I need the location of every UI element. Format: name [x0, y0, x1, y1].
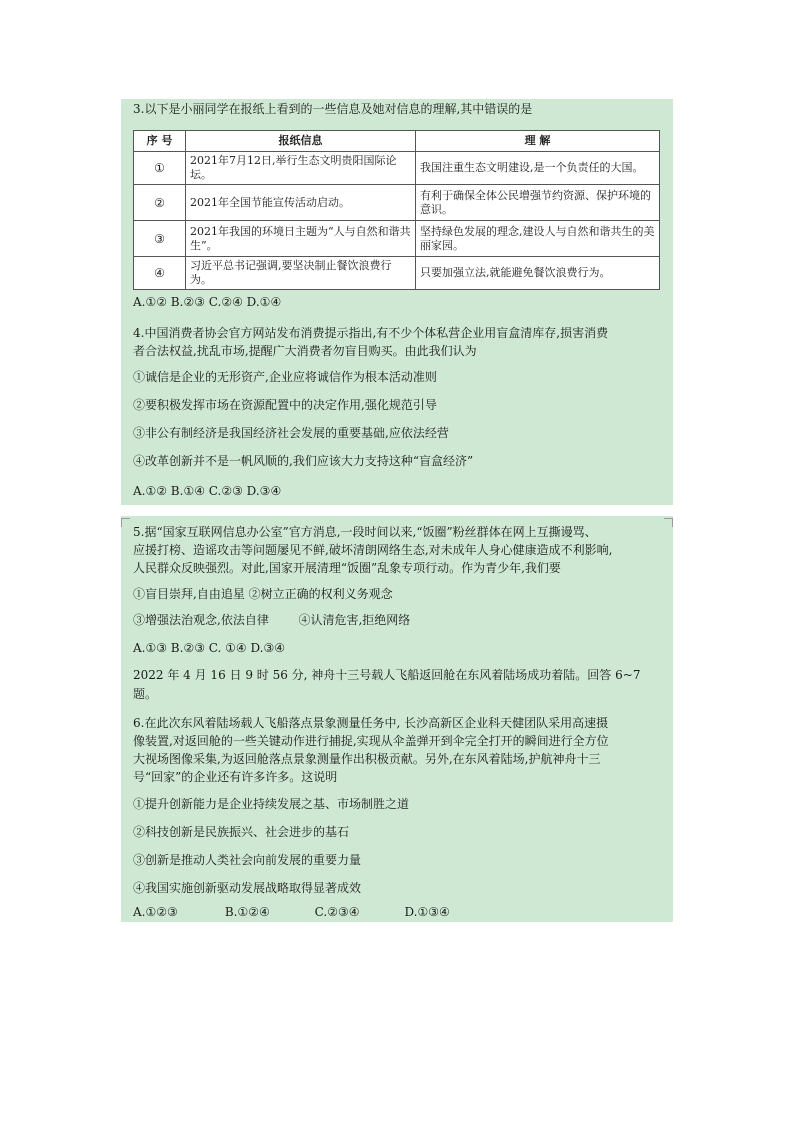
q4-options: A.①② B.①④ C.②③ D.③④ [133, 484, 282, 498]
row-understanding: 坚持绿色发展的理念,建设人与自然和谐共生的美丽家园。 [416, 221, 660, 257]
q6-stem-line-2: 像装置,对返回舱的一些关键动作进行捕捉,实现从伞盖弹开到伞完全打开的瞬间进行全方位 [133, 734, 609, 748]
q5-items-line-2 [133, 611, 663, 630]
row-number: ② [134, 185, 186, 221]
q6-stem-line-3: 大视场图像采集,为返回舱落点景象测量作出积极贡献。另外,在东风着陆场,护航神舟十三 [133, 752, 601, 766]
row-understanding: 有利于确保全体公民增强节约资源、保护环境的意识。 [416, 185, 660, 221]
row-info: 2021年我国的环境日主题为“人与自然和谐共生”。 [186, 221, 416, 257]
table-row [134, 221, 660, 257]
row-info: 习近平总书记强调,要坚决制止餐饮浪费行为。 [186, 257, 416, 290]
header-number: 序 号 [134, 131, 186, 152]
q6-option-b: B.①②④ [224, 905, 270, 919]
q5-stem-line-3: 人民群众反映强烈。对此,国家开展清理“饭圈”乱象专项行动。作为青少年,我们要 [133, 561, 561, 575]
passage-line-1: 2022 年 4 月 16 日 9 时 56 分, 神舟十三号载人飞船返回舱在东风着陆场成功着陆。回答 6~7 [133, 668, 641, 682]
q4-item-4: ④改革创新并不是一帆风顺的,我们应该大力支持这种“盲盒经济” [133, 454, 474, 468]
table-row [134, 152, 660, 185]
row-info: 2021年全国节能宣传活动启动。 [186, 185, 416, 221]
passage-line-2: 题。 [133, 687, 158, 701]
table-row [134, 185, 660, 221]
q6-item-4: ④我国实施创新驱动发展战略取得显著成效 [133, 881, 362, 895]
question-panel-2 [121, 516, 673, 922]
header-info: 报纸信息 [186, 131, 416, 152]
q6-stem-line-4: 号“回家”的企业还有许多许多。这说明 [133, 770, 338, 784]
row-number: ③ [134, 221, 186, 257]
table-header-row [134, 131, 660, 152]
q6-item-1: ①提升创新能力是企业持续发展之基、市场制胜之道 [133, 797, 410, 811]
q6-item-3: ③创新是推动人类社会向前发展的重要力量 [133, 853, 362, 867]
q5-item-3: ③增强法治观念,依法自律 [133, 613, 269, 627]
crop-mark-right [664, 518, 673, 527]
row-number: ④ [134, 257, 186, 290]
q3-options: A.①② B.②③ C.②④ D.①④ [133, 295, 282, 309]
header-understanding: 理 解 [416, 131, 660, 152]
news-table [133, 130, 660, 290]
crop-mark-left [121, 518, 130, 527]
q6-item-2: ②科技创新是民族振兴、社会进步的基石 [133, 825, 350, 839]
row-number: ① [134, 152, 186, 185]
q5-item-4: ④认清危害,拒绝网络 [298, 613, 411, 627]
q5-stem-line-2: 应援打榜、造谣攻击等问题屡见不鲜,破坏清朗网络生态,对未成年人身心健康造成不利影响, [133, 543, 613, 557]
q6-option-c: C.②③④ [314, 905, 360, 919]
q4-item-2: ②要积极发挥市场在资源配置中的决定作用,强化规范引导 [133, 398, 437, 412]
question-panel-1 [121, 99, 673, 505]
q4-item-3: ③非公有制经济是我国经济社会发展的重要基础,应依法经营 [133, 426, 449, 440]
q5-stem-line-1: 5.据“国家互联网信息办公室”官方消息,一段时间以来,“饭圈”粉丝群体在网上互撕谩骂、 [133, 525, 597, 539]
q4-stem-line-1: 4.中国消费者协会官方网站发布消费提示指出,有不少个体私营企业用盲盒清库存,损害消费 [133, 326, 609, 340]
q5-options: A.①③ B.②③ C. ①④ D.③④ [133, 641, 286, 655]
q6-options [133, 903, 663, 922]
table-row [134, 257, 660, 290]
q4-stem-line-2: 者合法权益,扰乱市场,提醒广大消费者勿盲目购买。由此我们认为 [133, 344, 477, 358]
q3-stem: 3.以下是小丽同学在报纸上看到的一些信息及她对信息的理解,其中错误的是 [133, 102, 533, 116]
q4-item-1: ①诚信是企业的无形资产,企业应将诚信作为根本活动准则 [133, 370, 437, 384]
q6-stem-line-1: 6.在此次东风着陆场载人飞船落点景象测量任务中, 长沙高新区企业科天健团队采用高速摄 [133, 716, 609, 730]
row-understanding: 只要加强立法,就能避免餐饮浪费行为。 [416, 257, 660, 290]
q5-items-line-1: ①盲目崇拜,自由追星 ②树立正确的权利义务观念 [133, 587, 393, 601]
q6-option-a: A.①②③ [133, 905, 178, 919]
q6-option-d: D.①③④ [404, 905, 450, 919]
row-understanding: 我国注重生态文明建设,是一个负责任的大国。 [416, 152, 660, 185]
row-info: 2021年7月12日,举行生态文明贵阳国际论坛。 [186, 152, 416, 185]
